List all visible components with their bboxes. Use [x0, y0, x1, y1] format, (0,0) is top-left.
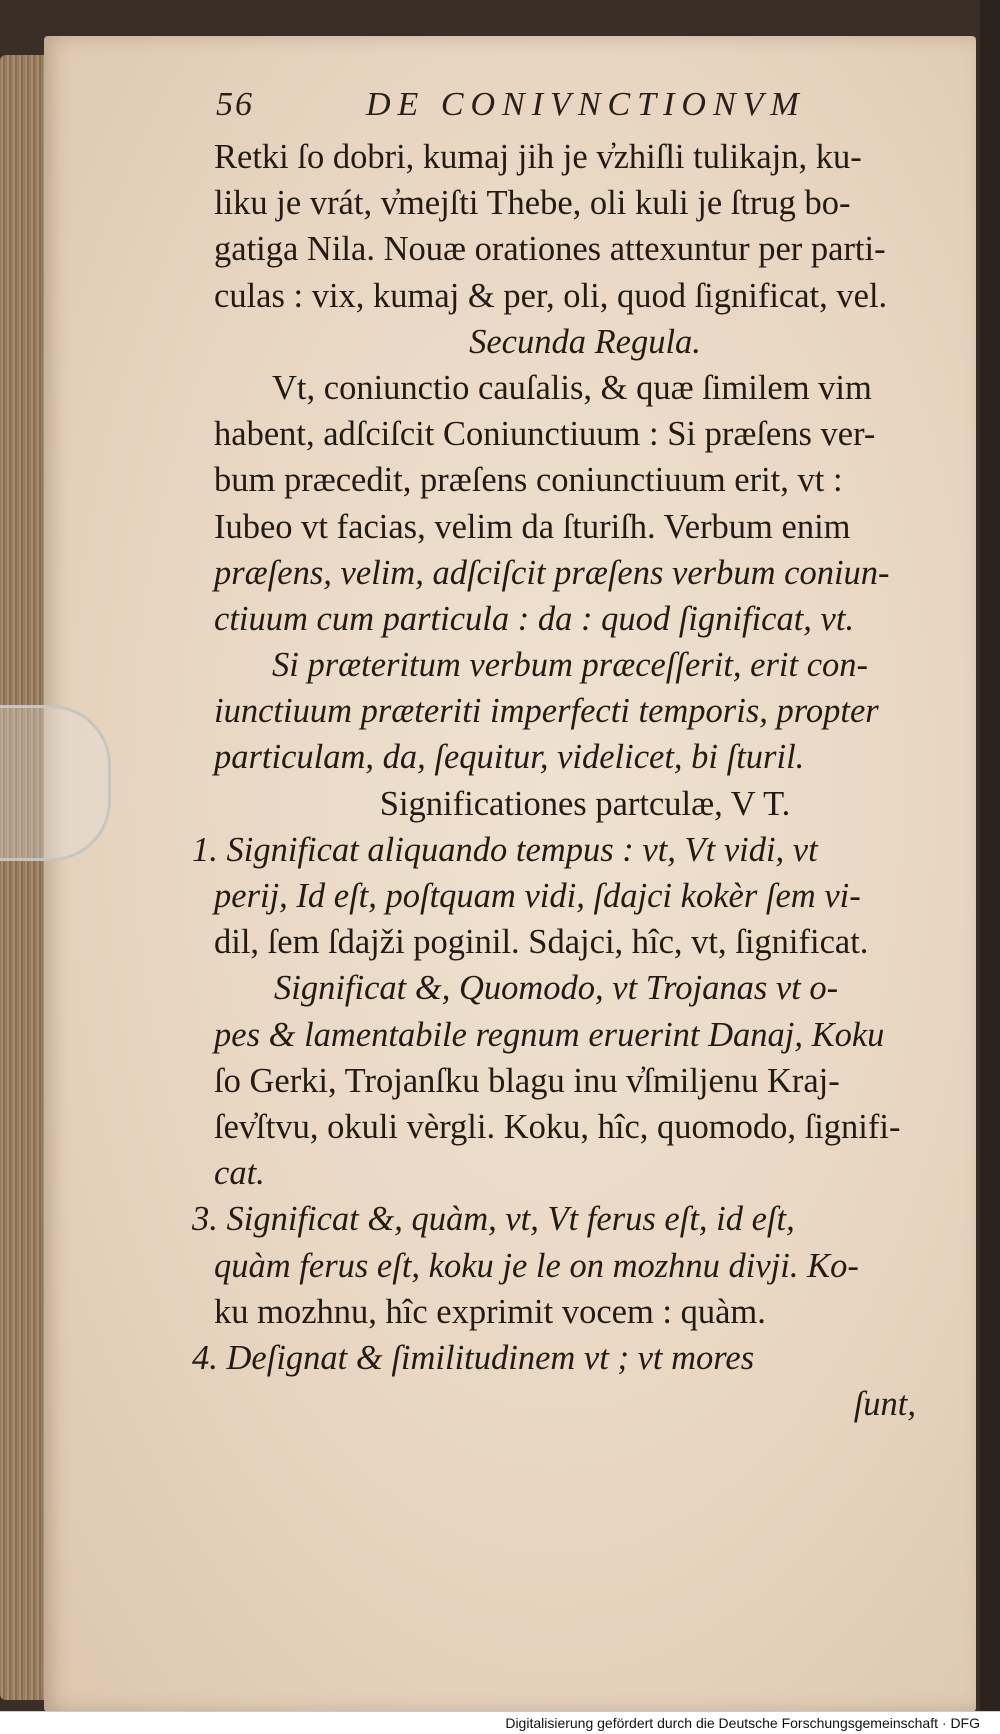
- text-line: perij, Id eſt, poſtquam vidi, ſdajci kokèr ſem vi-: [214, 877, 861, 915]
- scan-margin-right: [980, 0, 1000, 1734]
- text-line: Vt, coniunctio cauſalis, & quæ ſimilem vim: [272, 368, 872, 407]
- numbered-item: 1. Significat aliquando tempus : vt, Vt vidi, vt: [192, 830, 818, 869]
- page-header: [216, 86, 876, 130]
- subheading: Significationes partculæ, V T.: [379, 784, 791, 823]
- text-line: bum præcedit, præſens coniunctiuum erit, vt :: [214, 461, 843, 500]
- page-number: 56: [216, 86, 254, 123]
- text-line: præſens, velim, adſciſcit præſens verbum coniun-: [214, 553, 890, 592]
- text-line: culas : vix, kumaj & per, oli, quod ſignificat, vel.: [214, 276, 888, 315]
- page-clip: [0, 705, 111, 861]
- text-line: cat.: [214, 1154, 265, 1193]
- text-line: ctiuum cum particula : da : quod ſignificat, vt.: [214, 599, 855, 638]
- running-title: DE CONIVNCTIONVM: [366, 86, 806, 123]
- text-line: Si præteritum verbum præceſſerit, erit con-: [272, 646, 869, 685]
- text-line: particulam, da, ſequitur, videlicet, bi ſturil.: [214, 738, 805, 777]
- section-heading: Secunda Regula.: [469, 322, 701, 361]
- text-line: quàm ferus eſt, koku je le on mozhnu divji. Ko-: [214, 1246, 859, 1285]
- book-page-edges: [0, 55, 48, 1700]
- text-line: dil, ſem ſdajži poginil. Sdajci, hîc, vt, ſignificat.: [214, 923, 869, 962]
- text-line: iunctiuum præteriti imperfecti temporis, propter: [214, 692, 879, 731]
- text-line: ſev̓ſtvu, okuli vèrgli. Koku, hîc, quomodo, ſignifi-: [214, 1107, 901, 1146]
- body-text: [192, 134, 956, 1427]
- catchword: ſunt,: [853, 1385, 916, 1424]
- text-line: gatiga Nila. Nouæ orationes attexuntur per parti-: [214, 230, 886, 269]
- text-line: Significat &, Quomodo, vt Trojanas vt o-: [274, 969, 839, 1008]
- text-line: ku mozhnu, hîc exprimit vocem : quàm.: [214, 1292, 766, 1331]
- text-line: Iubeo vt facias, velim da ſturiſh. Verbum enim: [214, 507, 851, 546]
- digitization-credit: Digitalisierung gefördert durch die Deutsche Forschungsgemeinschaft · DFG: [0, 1711, 1000, 1734]
- text-line: liku je vrát, v̓mejſti Thebe, oli kuli je ſtrug bo-: [214, 184, 851, 223]
- numbered-item: 4. Deſignat & ſimilitudinem vt ; vt mores: [192, 1338, 755, 1377]
- text-line: Retki ſo dobri, kumaj jih je v̓zhiſli tulikajn, ku-: [214, 138, 862, 176]
- numbered-item: 3. Significat &, quàm, vt, Vt ferus eſt, id eſt,: [192, 1200, 795, 1239]
- text-line: pes & lamentabile regnum eruerint Danaj, Koku: [214, 1015, 885, 1054]
- text-line: ſo Gerki, Trojanſku blagu inu v̓ſmiljenu Kraj-: [214, 1061, 840, 1100]
- text-line: habent, adſciſcit Coniunctiuum : Si præſens ver-: [214, 415, 876, 454]
